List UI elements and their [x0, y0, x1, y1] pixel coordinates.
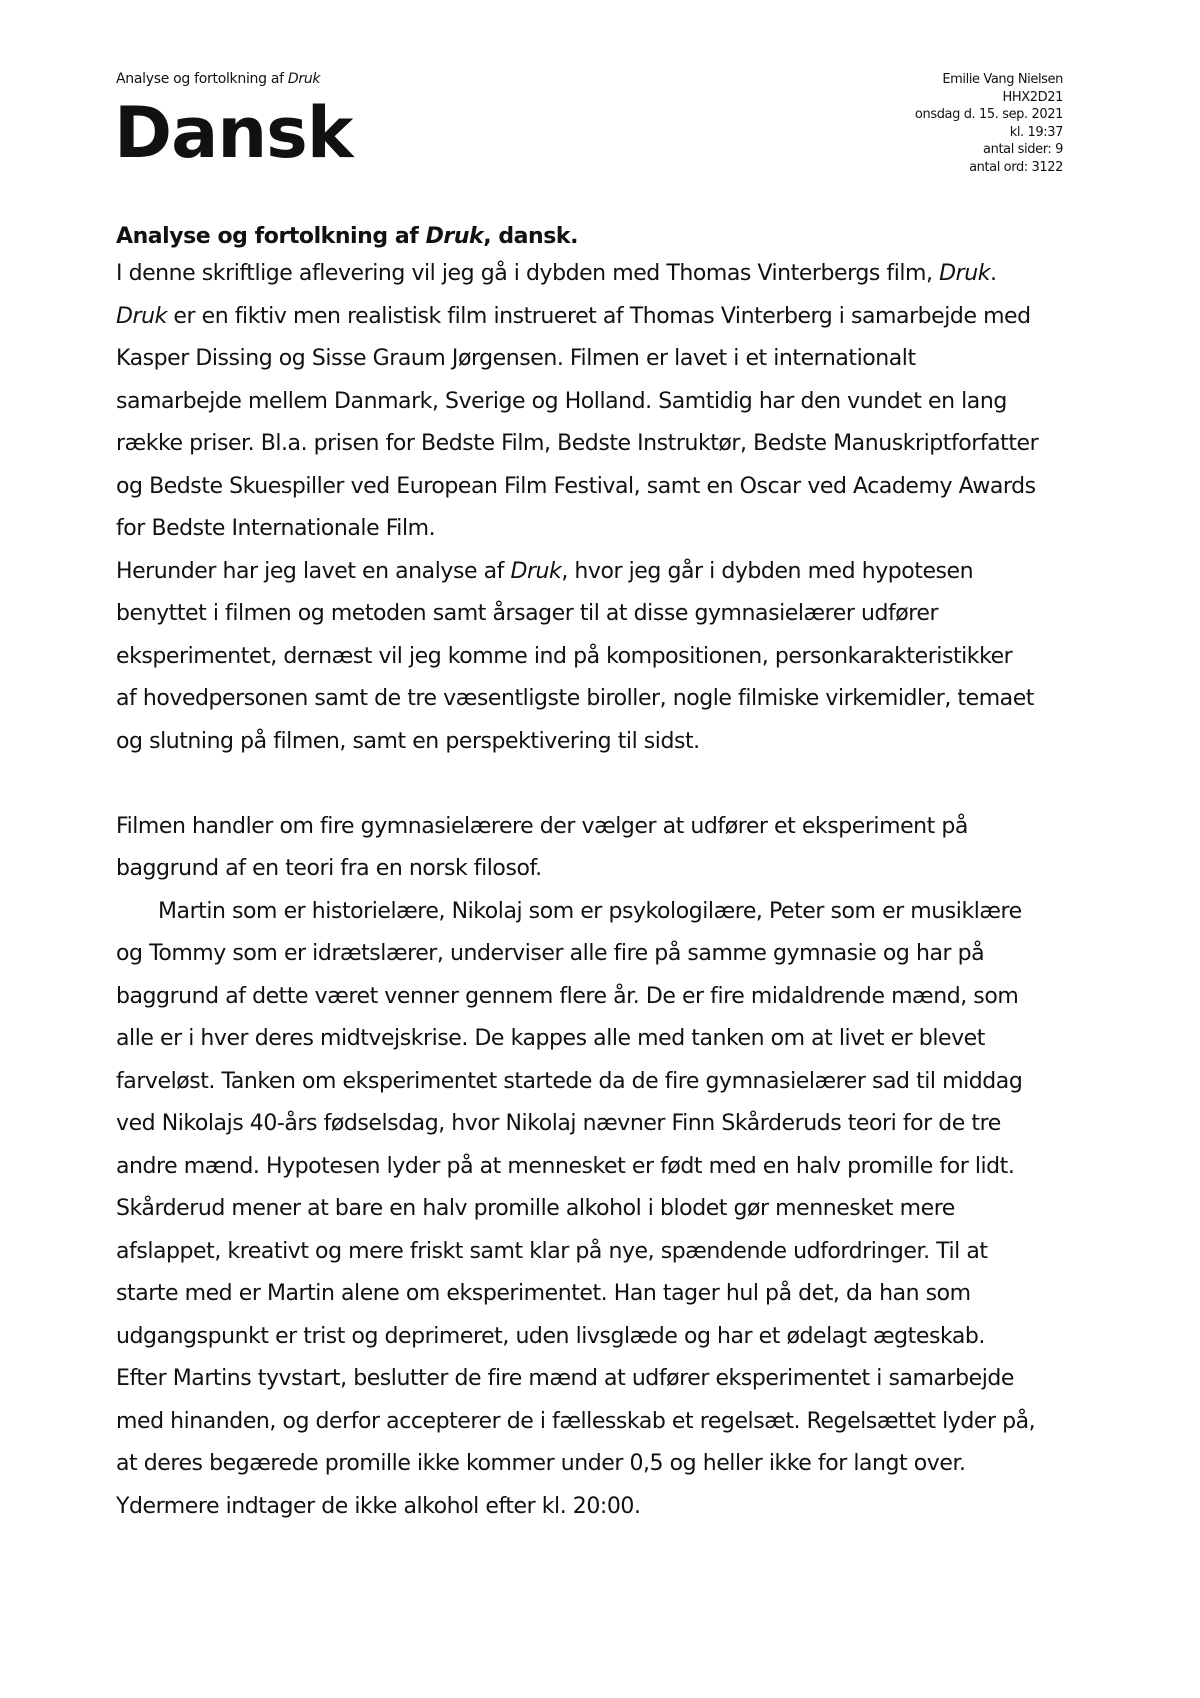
text-line: at deres begærede promille ikke kommer under 0,5 og heller ikke for langt over.: [116, 1451, 966, 1476]
text-line: række priser. Bl.a. prisen for Bedste Film, Bedste Instruktør, Bedste Manuskriptforfatter: [116, 431, 1039, 456]
text-line: eksperimentet, dernæst vil jeg komme ind på kompositionen, personkarakteristikker: [116, 643, 1013, 669]
text-line: Skårderud mener at bare en halv promille alkohol i blodet gør mennesket mere: [116, 1196, 955, 1221]
header-meta: [915, 71, 1063, 176]
paragraph-spacer: [116, 763, 1096, 806]
document-body: [116, 221, 1096, 1528]
text-line: Ydermere indtager de ikke alkohol efter kl. 20:00.: [116, 1493, 641, 1519]
text-line: og Bedste Skuespiller ved European Film Festival, samt en Oscar ved Academy Awards: [116, 473, 1036, 499]
text-line: Herunder har jeg lavet en analyse af Druk, hvor jeg går i dybden med hypotesen: [116, 558, 974, 584]
paragraph-plot: [116, 806, 1096, 891]
text-line: I denne skriftlige aflevering vil jeg gå i dybden med Thomas Vinterbergs film, Druk.: [116, 261, 997, 286]
text-line: for Bedste Internationale Film.: [116, 516, 436, 541]
text-line: og slutning på filmen, samt en perspektivering til sidst.: [116, 728, 700, 754]
text-line: alle er i hver deres midtvejskrise. De kappes alle med tanken om at livet er blevet: [116, 1026, 985, 1051]
text-line: Efter Martins tyvstart, beslutter de fire mænd at udfører eksperimentet i samarbejde: [116, 1366, 1014, 1391]
text-line: ved Nikolajs 40-års fødselsdag, hvor Nikolaj nævner Finn Skårderuds teori for de tre: [116, 1111, 1001, 1136]
text-line: Filmen handler om fire gymnasielærere der vælger at udfører et eksperiment på: [116, 813, 968, 839]
text-line: andre mænd. Hypotesen lyder på at mennesket er født med en halv promille for lidt.: [116, 1153, 1015, 1179]
text-line: baggrund af dette været venner gennem flere år. De er fire midaldrende mænd, som: [116, 983, 1019, 1009]
text-line: starte med er Martin alene om eksperimentet. Han tager hul på det, da han som: [116, 1281, 971, 1306]
paragraph-characters: [116, 891, 1096, 1529]
section-heading: Analyse og fortolkning af Druk, dansk.: [116, 224, 578, 249]
text-line: og Tommy som er idrætslærer, underviser alle fire på samme gymnasie og har på: [116, 941, 985, 966]
text-line: Martin som er historielære, Nikolaj som er psykologilære, Peter som er musiklære: [158, 898, 1022, 924]
word-count: antal ord: 3122: [969, 159, 1063, 175]
class-code: HHX2D21: [1002, 89, 1063, 105]
page-count: antal sider: 9: [983, 142, 1063, 157]
time-text: kl. 19:37: [1009, 124, 1063, 140]
page-title: Dansk: [114, 92, 353, 174]
header-subject: Analyse og fortolkning af Druk: [116, 71, 321, 87]
text-line: af hovedpersonen samt de tre væsentligste biroller, nogle filmiske virkemidler, temaet: [116, 686, 1034, 711]
text-line: baggrund af en teori fra en norsk filosof.: [116, 856, 542, 881]
text-line: Druk er en fiktiv men realistisk film instrueret af Thomas Vinterberg i samarbejde med: [116, 303, 1031, 329]
text-line: med hinanden, og derfor accepterer de i fællesskab et regelsæt. Regelsættet lyder på,: [116, 1408, 1036, 1434]
text-line: farveløst. Tanken om eksperimentet startede da de fire gymnasielærer sad til middag: [116, 1068, 1023, 1094]
text-line: Kasper Dissing og Sisse Graum Jørgensen. Filmen er lavet i et internationalt: [116, 346, 916, 371]
paragraph-intro: [116, 253, 1096, 551]
paragraph-overview: [116, 551, 1096, 764]
author-name: Emilie Vang Nielsen: [942, 72, 1063, 87]
text-line: udgangspunkt er trist og deprimeret, uden livsglæde og har et ødelagt ægteskab.: [116, 1323, 985, 1349]
date-text: onsdag d. 15. sep. 2021: [914, 107, 1063, 122]
text-line: benyttet i filmen og metoden samt årsager til at disse gymnasielærer udfører: [116, 601, 939, 626]
text-line: afslappet, kreativt og mere friskt samt klar på nye, spændende udfordringer. Til at: [116, 1238, 988, 1264]
text-line: samarbejde mellem Danmark, Sverige og Holland. Samtidig har den vundet en lang: [116, 388, 1007, 414]
